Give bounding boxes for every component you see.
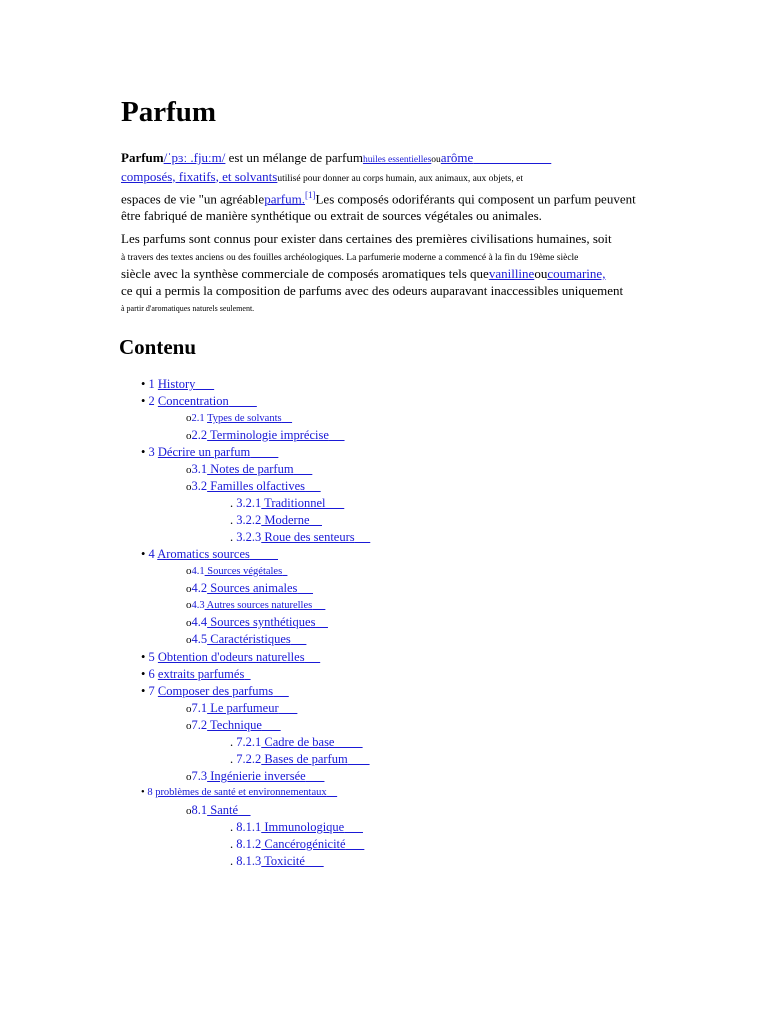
toc-item[interactable] (141, 444, 278, 460)
toc-item[interactable] (186, 802, 251, 819)
toc-underline-pad (305, 650, 321, 664)
toc-number[interactable]: 7.2 (191, 718, 208, 732)
toc-number[interactable]: 7.2.2 (236, 752, 262, 766)
para2-line-1: Les parfums sont connus pour exister dans certaines des premières civilisations humaines, soit (121, 231, 612, 246)
toc-item[interactable] (186, 461, 312, 478)
toc-bullet: . (230, 735, 237, 749)
toc-underline-pad (279, 701, 298, 715)
toc-underline-pad (282, 566, 287, 577)
toc-bullet: o (186, 805, 192, 817)
toc-link[interactable]: Concentration (157, 394, 229, 408)
link-vanilline[interactable]: vanilline (488, 266, 535, 281)
para2-line-3: siècle avec la synthèse commerciale de composés aromatiques tels que (121, 266, 489, 281)
toc-link[interactable]: Obtention d'odeurs naturelles (157, 650, 305, 664)
toc-bullet: • (141, 377, 149, 391)
toc-link[interactable]: Caractéristiques (207, 632, 291, 646)
toc-number[interactable]: 8.1.1 (236, 820, 262, 834)
toc-underline-pad (315, 615, 328, 629)
toc-number[interactable]: 4.4 (191, 615, 208, 629)
toc-number[interactable]: 3.2.2 (236, 513, 262, 527)
toc-number[interactable]: 3.2.3 (236, 530, 262, 544)
toc-item[interactable] (141, 666, 251, 682)
link-composes[interactable]: composés, fixatifs, et solvants (121, 168, 278, 184)
toc-bullet: • (141, 547, 149, 561)
toc-item[interactable] (230, 836, 364, 852)
toc-number[interactable]: 7 (148, 684, 158, 698)
toc-item[interactable] (186, 580, 313, 597)
toc-number[interactable]: 4.3 (191, 600, 205, 611)
toc-link[interactable]: Roue des senteurs (261, 530, 355, 544)
toc-bullet: o (186, 481, 192, 493)
toc-bullet: . (230, 530, 237, 544)
toc-link[interactable]: Bases de parfum (261, 752, 348, 766)
toc-underline-pad (297, 581, 313, 595)
link-parfum[interactable]: parfum. (264, 191, 305, 207)
toc-number[interactable]: 8 (147, 787, 156, 798)
toc-underline-pad (327, 787, 338, 798)
toc-item[interactable] (141, 683, 289, 699)
toc-number[interactable]: 3.2.1 (236, 496, 262, 510)
intro-bold-term: Parfum (121, 150, 164, 165)
toc-number[interactable]: 4 (148, 547, 158, 561)
toc-underline-pad (310, 513, 323, 527)
toc-bullet: o (186, 634, 192, 646)
toc-number[interactable]: 5 (148, 650, 158, 664)
toc-item[interactable] (230, 853, 324, 869)
toc-underline-pad (294, 462, 313, 476)
intro-text-4: Les composés odoriférants qui composent un parfum peuvent (315, 191, 636, 207)
toc-underline-pad (348, 752, 370, 766)
toc-underline-pad (326, 496, 345, 510)
toc-number[interactable]: 8.1.2 (236, 837, 262, 851)
toc-bullet: . (230, 820, 237, 834)
toc-item[interactable] (230, 512, 322, 528)
toc-number[interactable]: 4.1 (191, 566, 205, 577)
contents-heading: Contenu (119, 335, 197, 359)
toc-number[interactable]: 2.1 (191, 413, 208, 424)
link-arome[interactable]: arôme (440, 150, 474, 165)
toc-item[interactable] (230, 734, 363, 750)
toc-number[interactable]: 7.3 (191, 769, 208, 783)
toc-bullet: o (186, 771, 192, 783)
intro-paragraph (121, 150, 661, 224)
toc-number[interactable]: 7.1 (191, 701, 208, 715)
toc-item[interactable] (230, 819, 363, 835)
toc-underline-pad (238, 803, 251, 817)
toc-item[interactable] (230, 495, 344, 511)
toc-link[interactable]: Ingénierie inversée (207, 769, 306, 783)
toc-underline-pad (329, 428, 345, 442)
toc-underline-pad (344, 820, 363, 834)
toc-underline-pad (282, 413, 293, 424)
toc-link[interactable]: Le parfumeur (207, 701, 279, 715)
toc-number[interactable]: 6 (148, 667, 158, 681)
ipa-link[interactable]: /ˈpɜː .fjuːm/ (163, 150, 226, 165)
toc-number[interactable]: 2 (148, 394, 158, 408)
toc-underline-pad (250, 445, 278, 459)
toc-underline-pad (244, 667, 250, 681)
toc-item[interactable] (186, 410, 292, 427)
toc-number[interactable]: 3 (148, 445, 158, 459)
toc-item[interactable] (186, 597, 325, 614)
toc-bullet: . (230, 496, 237, 510)
toc-bullet: o (186, 430, 192, 442)
toc-item[interactable] (186, 768, 324, 785)
toc-underline-pad (250, 547, 278, 561)
toc-number[interactable]: 7.2.1 (236, 735, 262, 749)
toc-item[interactable] (186, 717, 281, 734)
toc-link[interactable]: Moderne (261, 513, 310, 527)
toc-link[interactable]: Terminologie imprécise (207, 428, 329, 442)
toc-link[interactable]: Traditionnel (261, 496, 326, 510)
toc-number[interactable]: 3.1 (191, 462, 208, 476)
toc-bullet: • (141, 787, 148, 798)
toc-underline-pad (291, 632, 307, 646)
toc-item[interactable] (186, 631, 306, 648)
toc-bullet: • (141, 394, 149, 408)
toc-item[interactable] (186, 563, 287, 580)
toc-underline-pad (273, 684, 289, 698)
toc-item[interactable] (141, 393, 257, 409)
toc-number[interactable]: 4.5 (191, 632, 208, 646)
history-paragraph (121, 231, 661, 318)
toc-link[interactable]: Types de solvants (207, 413, 282, 424)
toc-underline-pad (305, 479, 321, 493)
toc-underline-pad (195, 377, 214, 391)
toc-bullet: o (186, 703, 192, 715)
toc-link[interactable]: Composer des parfums (157, 684, 274, 698)
toc-bullet: o (186, 464, 192, 476)
toc-bullet: o (186, 565, 192, 577)
toc-number[interactable]: 3.2 (191, 479, 208, 493)
toc-bullet: o (186, 720, 192, 732)
link-coumarine[interactable]: coumarine, (547, 266, 606, 281)
toc-bullet: o (186, 599, 192, 611)
toc-item[interactable] (230, 529, 370, 545)
para2-line-4: ce qui a permis la composition de parfums avec des odeurs auparavant inaccessibles uniquement (121, 282, 624, 298)
para2-line-2: à travers des textes anciens ou des fouilles archéologiques. La parfumerie moderne a commencé à la fin du 19ème siècle (121, 252, 579, 263)
toc-bullet: o (186, 583, 192, 595)
toc-link[interactable]: Sources animales (207, 581, 298, 595)
toc-bullet: • (141, 684, 149, 698)
toc-bullet: . (230, 837, 237, 851)
toc-bullet: . (230, 752, 237, 766)
toc-number[interactable]: 8.1.3 (236, 854, 262, 868)
toc-link[interactable]: Santé (207, 803, 239, 817)
link-huiles-essentielles[interactable]: huiles essentielles (362, 155, 432, 165)
toc-link[interactable]: Immunologique (261, 820, 345, 834)
intro-text-5: être fabriqué de manière synthétique ou extrait de sources végétales ou animales. (121, 207, 542, 223)
toc-number[interactable]: 1 (148, 377, 158, 391)
toc-link[interactable]: Technique (207, 718, 262, 732)
toc-bullet: • (141, 650, 149, 664)
toc-underline-pad (306, 769, 325, 783)
toc-number[interactable]: 8.1 (191, 803, 208, 817)
toc-item[interactable] (141, 785, 337, 801)
toc-underline-pad (355, 530, 371, 544)
toc-link[interactable]: Notes de parfum (207, 462, 294, 476)
toc-link[interactable]: Décrire un parfum (157, 445, 251, 459)
para2-line-5: à partir d'aromatiques naturels seulement. (121, 304, 255, 313)
toc-link[interactable]: History (157, 377, 196, 391)
toc-item[interactable] (186, 427, 345, 444)
toc-number[interactable]: 4.2 (191, 581, 208, 595)
toc-link[interactable]: extraits parfumés (157, 667, 245, 681)
toc-link[interactable]: Toxicité (261, 854, 305, 868)
toc-link[interactable]: problèmes de santé et environnementaux (155, 787, 327, 798)
toc-link[interactable]: Sources synthétiques (207, 615, 316, 629)
toc-underline-pad (229, 394, 257, 408)
toc-number[interactable]: 2.2 (191, 428, 208, 442)
toc-underline-pad (262, 718, 281, 732)
toc-link[interactable]: Cadre de base (261, 735, 335, 749)
intro-text: est un mélange de parfum (225, 150, 363, 165)
toc-bullet: . (230, 513, 237, 527)
toc-item[interactable] (186, 700, 297, 717)
toc-underline-pad (346, 837, 365, 851)
toc-item[interactable] (186, 478, 321, 495)
toc-link[interactable]: Sources végétales (204, 566, 283, 577)
toc-underline-pad (312, 600, 325, 611)
toc-item[interactable] (141, 649, 320, 665)
toc-link[interactable]: Autres sources naturelles (204, 600, 313, 611)
toc-bullet: o (186, 412, 192, 424)
toc-link[interactable]: Aromatics sources (157, 547, 250, 561)
toc-underline-pad (305, 854, 324, 868)
toc-bullet: • (141, 445, 149, 459)
toc-bullet: • (141, 667, 149, 681)
toc-item[interactable] (141, 376, 214, 392)
toc-underline-pad (334, 735, 362, 749)
toc-item[interactable] (230, 751, 370, 767)
intro-or-text: ou (431, 155, 441, 165)
intro-text-2: utilisé pour donner au corps humain, aux animaux, aux objets, et (277, 173, 523, 184)
toc-item[interactable] (141, 546, 278, 562)
reference-1[interactable]: [1] (304, 190, 316, 200)
toc-item[interactable] (186, 614, 328, 631)
toc-link[interactable]: Cancérogénicité (261, 837, 346, 851)
page-title: Parfum (121, 96, 217, 128)
toc-link[interactable]: Familles olfactives (207, 479, 306, 493)
toc-bullet: o (186, 617, 192, 629)
toc-bullet: . (230, 854, 237, 868)
para2-or-text: ou (534, 266, 548, 281)
intro-text-3: espaces de vie "un agréable (121, 191, 265, 207)
